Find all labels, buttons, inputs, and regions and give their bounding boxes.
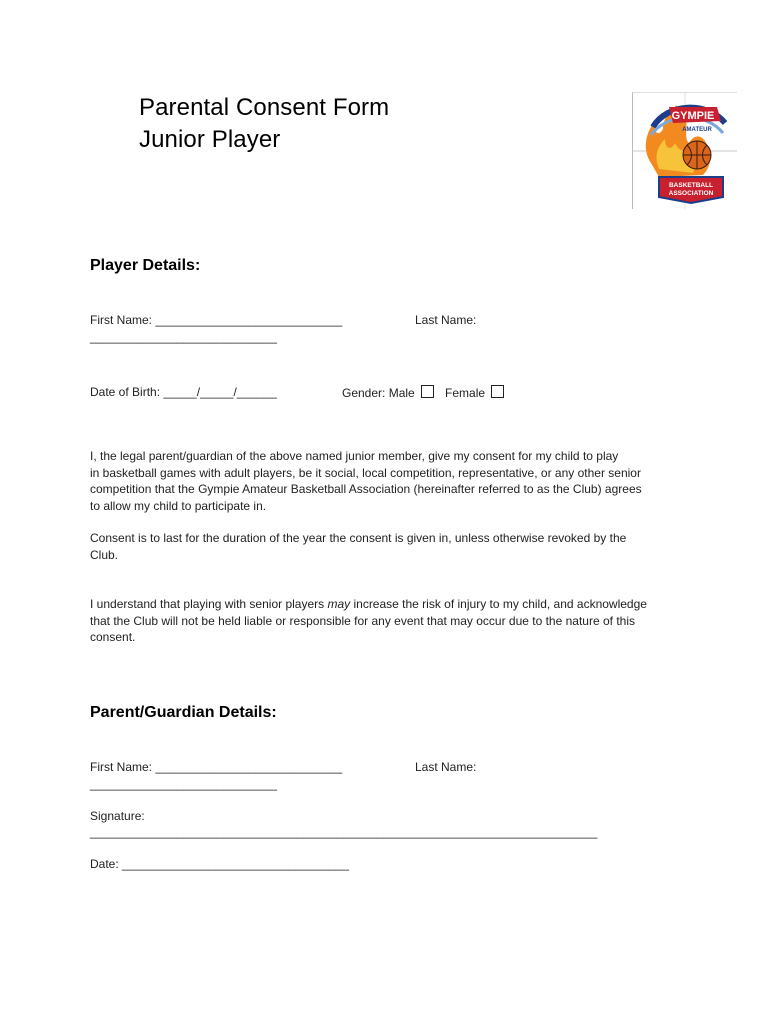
logo-text-association: ASSOCIATION: [668, 190, 714, 197]
male-checkbox[interactable]: [421, 385, 434, 398]
consent-paragraph-3-end: increase the risk of injury to my child, and acknowledge that the Club will not be held liable or responsible for any event that may occur due to the nature of this consent.: [90, 597, 647, 644]
logo-frame: [632, 92, 737, 209]
player-dob-field[interactable]: Date of Birth: _____/_____/______: [90, 385, 277, 399]
form-title: Parental Consent Form: [139, 94, 390, 121]
form-subtitle: Junior Player: [139, 126, 281, 153]
signature-field[interactable]: ____________________________________________________________________________: [90, 825, 598, 839]
guardian-last-name-label: Last Name:: [415, 760, 477, 774]
basketball-flame-logo-icon: [633, 93, 737, 209]
player-details-heading: Player Details:: [90, 257, 201, 274]
player-first-name-field[interactable]: First Name: ____________________________: [90, 313, 343, 327]
logo-text-gympie: GYMPIE: [671, 110, 715, 122]
consent-paragraph-3-start: I understand that playing with senior players: [90, 597, 328, 611]
gender-group: [342, 385, 504, 400]
consent-paragraph-2: Consent is to last for the duration of the year the consent is given in, unless otherwise revoked by the Club.: [90, 531, 627, 562]
female-checkbox[interactable]: [491, 385, 504, 398]
guardian-last-name-field[interactable]: ____________________________: [90, 777, 277, 791]
consent-paragraph-3: [90, 596, 680, 646]
guardian-details-heading: Parent/Guardian Details:: [90, 704, 277, 721]
consent-paragraph-1: I, the legal parent/guardian of the above named junior member, give my consent for my child to play in basketball games with adult players, be it social, local competition, representative, or any other senior competition that the Gympie Amateur Basketball Association (hereinafter referred to as the Club) agrees to allow my child to participate in.: [90, 449, 642, 513]
consent-paragraph-3-emphasis: may: [327, 597, 351, 611]
player-last-name-label: Last Name:: [415, 313, 477, 327]
guardian-first-name-field[interactable]: First Name: ____________________________: [90, 760, 343, 774]
gender-female-label: Female: [445, 386, 486, 400]
signature-label: Signature:: [90, 809, 145, 823]
player-last-name-field[interactable]: ____________________________: [90, 330, 277, 344]
date-field[interactable]: Date: __________________________________: [90, 857, 349, 871]
logo-text-basketball: BASKETBALL: [668, 182, 714, 189]
logo-text-amateur: AMATEUR: [682, 127, 712, 133]
gender-male-label: Gender: Male: [342, 386, 415, 400]
